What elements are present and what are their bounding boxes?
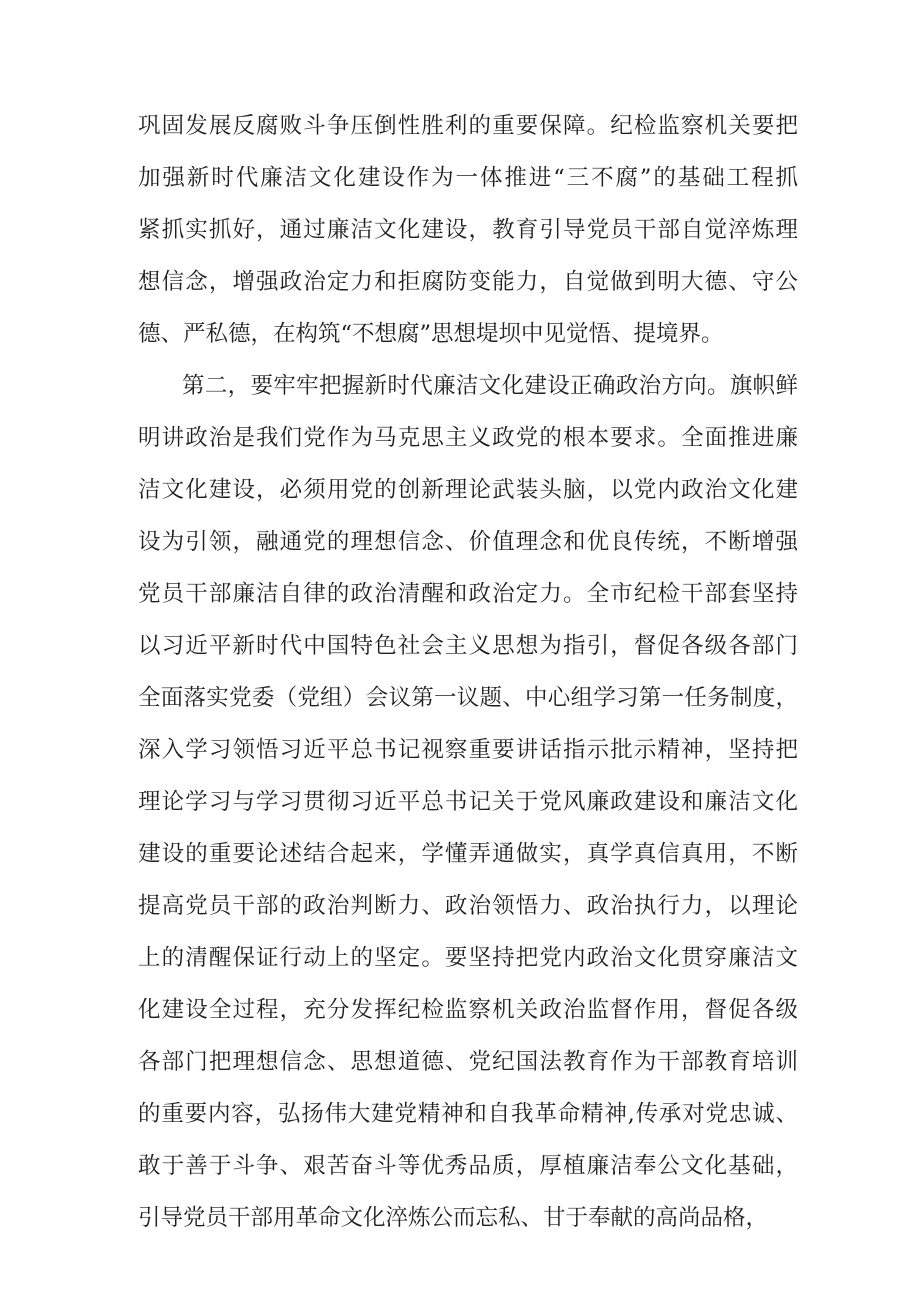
paragraph-2-line-10: 建设的重要论述结合起来，学懂弄通做实，真学真信真用，不断	[138, 841, 798, 867]
paragraph-2-line-13: 化建设全过程，充分发挥纪检监察机关政治监督作用，督促各级	[138, 997, 798, 1023]
paragraph-2-line-12: 上的清醒保证行动上的坚定。要坚持把党内政治文化贯穿廉洁文	[138, 945, 798, 971]
paragraph-2-line-6: 以习近平新时代中国特色社会主义思想为指引，督促各级各部门	[138, 633, 798, 659]
paragraph-2-line-5: 党员干部廉洁自律的政治清醒和政治定力。全市纪检干部套坚持	[138, 581, 798, 607]
paragraph-1-line-4: 想信念，增强政治定力和拒腐防变能力，自觉做到明大德、守公	[138, 269, 798, 295]
paragraph-2-line-14: 各部门把理想信念、思想道德、党纪国法教育作为干部教育培训	[138, 1049, 798, 1075]
paragraph-2-line-11: 提高党员干部的政治判断力、政治领悟力、政治执行力，以理论	[138, 893, 798, 919]
paragraph-2-line-17: 引导党员干部用革命文化淬炼公而忘私、甘于奉献的高尚品格，	[138, 1205, 769, 1231]
paragraph-1-line-2: 加强新时代廉洁文化建设作为一体推进“三不腐”的基础工程抓	[138, 165, 798, 191]
paragraph-1-line-5: 德、严私德，在构筑“不想腐”思想堤坝中见觉悟、提境界。	[138, 321, 724, 347]
paragraph-1-line-3: 紧抓实抓好，通过廉洁文化建设，教育引导党员干部自觉淬炼理	[138, 217, 798, 243]
paragraph-2-line-9: 理论学习与学习贯彻习近平总书记关于党风廉政建设和廉洁文化	[138, 789, 798, 815]
paragraph-2-line-1: 第二，要牢牢把握新时代廉洁文化建设正确政治方向。旗帜鲜	[182, 373, 798, 399]
paragraph-2-line-16: 敢于善于斗争、艰苦奋斗等优秀品质，厚植廉洁奉公文化基础，	[138, 1153, 798, 1179]
paragraph-2-line-15: 的重要内容，弘扬伟大建党精神和自我革命精神,传承对党忠诚、	[138, 1101, 798, 1127]
paragraph-2-line-7: 全面落实党委（党组）会议第一议题、中心组学习第一任务制度，	[138, 685, 798, 711]
paragraph-2-line-3: 洁文化建设，必须用党的创新理论武装头脑，以党内政治文化建	[138, 477, 798, 503]
paragraph-1-line-1: 巩固发展反腐败斗争压倒性胜利的重要保障。纪检监察机关要把	[138, 113, 798, 139]
paragraph-2-line-4: 设为引领，融通党的理想信念、价值理念和优良传统，不断增强	[138, 529, 798, 555]
paragraph-2-line-8: 深入学习领悟习近平总书记视察重要讲话指示批示精神，坚持把	[138, 737, 798, 763]
paragraph-2-line-2: 明讲政治是我们党作为马克思主义政党的根本要求。全面推进廉	[138, 425, 798, 451]
